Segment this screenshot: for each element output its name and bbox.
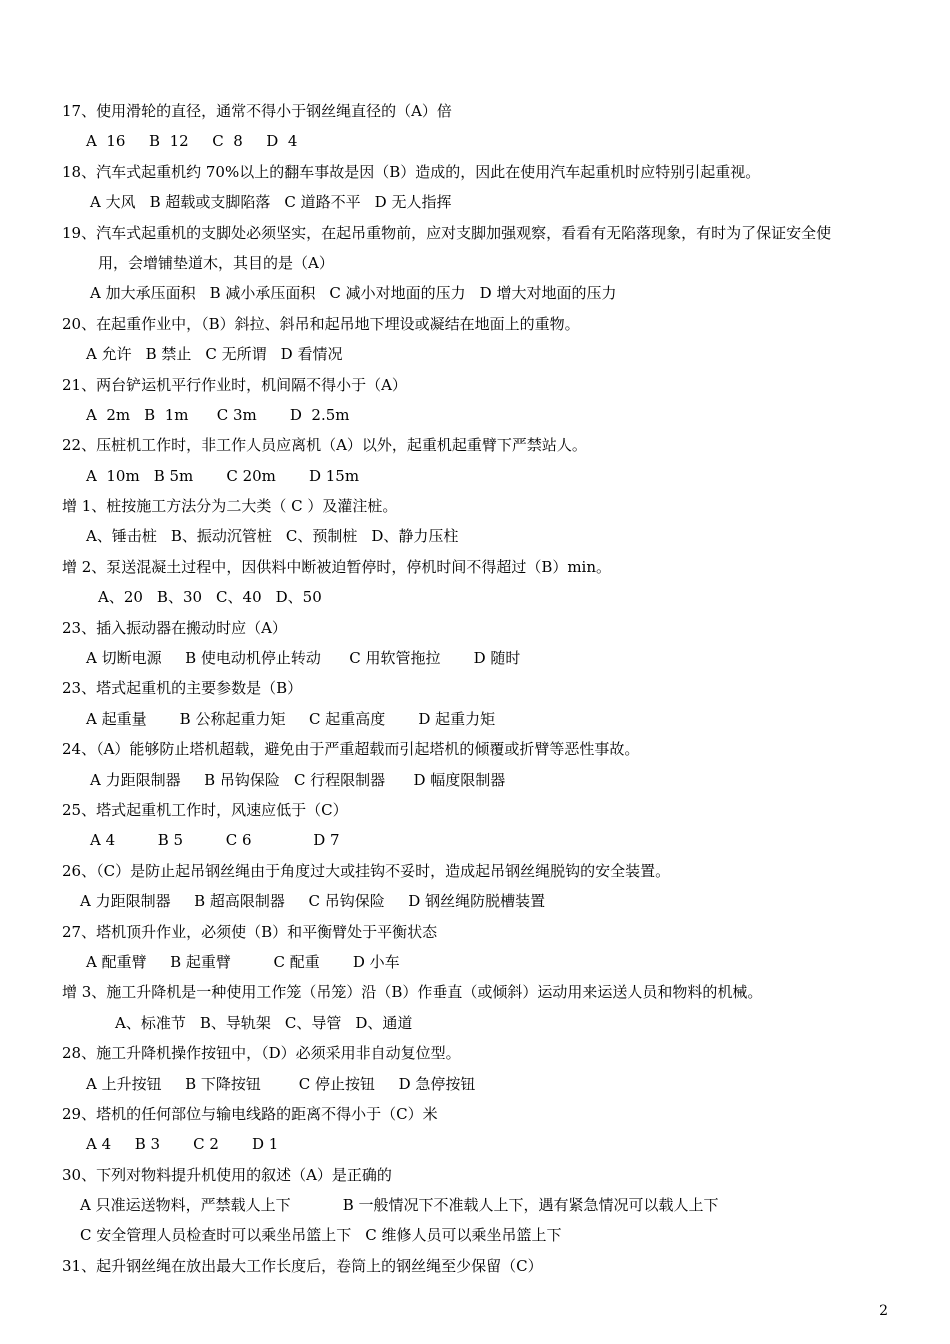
- answer-options: [0, 1220, 950, 1250]
- answer-option: B 12: [139, 132, 189, 151]
- question-text: 增 3、施工升降机是一种使用工作笼（吊笼）沿（B）作垂直（或倾斜）运动用来运送人员和物料的机械。: [62, 983, 763, 1002]
- answer-option: A 起重量: [86, 709, 147, 728]
- answer-option: C 减小对地面的压力: [329, 284, 466, 303]
- answer-options: [0, 339, 950, 369]
- answer-option: A 上升按钮: [86, 1074, 162, 1093]
- answer-options: [0, 643, 950, 673]
- answer-option: B 超高限制器: [184, 892, 285, 911]
- answer-option: A 切断电源: [86, 649, 162, 668]
- answer-option: B 起重臂: [160, 952, 231, 971]
- answer-option: B 吊钩保险: [194, 770, 280, 789]
- answer-options: [0, 400, 950, 430]
- answer-options: [0, 461, 950, 491]
- answer-option: D 急停按钮: [389, 1074, 476, 1093]
- answer-option: B 减小承压面积: [209, 284, 316, 303]
- answer-options: [0, 1008, 950, 1038]
- answer-option: A 4: [86, 1135, 112, 1154]
- answer-option: C 维修人员可以乘坐吊篮上下: [365, 1226, 562, 1245]
- answer-option: C、40: [216, 588, 262, 607]
- question-text: 20、在起重作业中，（B）斜拉、斜吊和起吊地下埋设或凝结在地面上的重物。: [62, 314, 580, 333]
- answer-option: C 道路不平: [284, 193, 361, 212]
- answer-option: A 4: [90, 831, 116, 850]
- answer-option: A 配重臂: [86, 952, 147, 971]
- answer-option: B 一般情况下不准载人上下，遇有紧急情况可以载人上下: [304, 1196, 719, 1215]
- question-text: 23、塔式起重机的主要参数是（B）: [62, 679, 303, 698]
- answer-option: D、50: [275, 588, 322, 607]
- question-text: 28、施工升降机操作按钮中，（D）必须采用非自动复位型。: [62, 1044, 461, 1063]
- question-text: 30、下列对物料提升机使用的叙述（A）是正确的: [62, 1165, 392, 1184]
- answer-option: B 5m: [153, 466, 194, 485]
- question-text: 22、压桩机工作时，非工作人员应离机（A）以外，起重机起重臂下严禁站人。: [62, 436, 587, 455]
- answer-options: [0, 278, 950, 308]
- answer-option: C 用软管拖拉: [334, 649, 441, 668]
- answer-option: D 15m: [289, 466, 360, 485]
- answer-option: C 2: [174, 1135, 219, 1154]
- answer-option: D 增大对地面的压力: [479, 284, 617, 303]
- answer-option: C 吊钩保险: [298, 892, 385, 911]
- answer-option: C 配重: [244, 952, 320, 971]
- answer-option: B 公称起重力矩: [160, 709, 286, 728]
- answer-option: B 下降按钮: [175, 1074, 261, 1093]
- answer-option: D 小车: [333, 952, 400, 971]
- answer-option: A 力距限制器: [90, 770, 181, 789]
- answer-option: A 加大承压面积: [90, 284, 196, 303]
- answer-option: C 停止按钮: [274, 1074, 376, 1093]
- question-text: 21、两台铲运机平行作业时，机间隔不得小于（A）: [62, 375, 407, 394]
- question-text: 19、汽车式起重机的支脚处必须坚实，在起吊重物前，应对支脚加强观察，看看有无陷落现象，有时为了保证安全使: [62, 223, 832, 242]
- answer-option: C 安全管理人员检查时可以乘坐吊篮上下: [80, 1226, 352, 1245]
- answer-option: D 2.5m: [270, 405, 350, 424]
- answer-option: D、通道: [355, 1013, 413, 1032]
- answer-option: D 幅度限制器: [399, 770, 506, 789]
- answer-option: A、锤击桩: [86, 527, 157, 546]
- answer-option: B 禁止: [145, 345, 192, 364]
- answer-option: C 6: [197, 831, 252, 850]
- question-text: 23、插入振动器在搬动时应（A）: [62, 618, 287, 637]
- answer-option: B、30: [156, 588, 203, 607]
- answer-option: C 起重高度: [299, 709, 386, 728]
- question-text: 27、塔机顶升作业，必须使（B）和平衡臂处于平衡状态: [62, 922, 438, 941]
- answer-option: B 3: [125, 1135, 161, 1154]
- answer-option: C 20m: [207, 466, 276, 485]
- question-text: 增 1、桩按施工方法分为二大类（ C ）及灌注桩。: [62, 497, 398, 516]
- question-text: 24、（A）能够防止塔机超载，避免由于严重超载而引起塔机的倾覆或折臂等恶性事故。: [62, 740, 640, 759]
- answer-option: D 1: [232, 1135, 279, 1154]
- answer-option: B 使电动机停止转动: [175, 649, 321, 668]
- question-text: 26、（C）是防止起吊钢丝绳由于角度过大或挂钩不妥时，造成起吊钢丝绳脱钩的安全装置。: [62, 861, 671, 880]
- answer-option: D 7: [265, 831, 340, 850]
- answer-option: C、预制桩: [285, 527, 358, 546]
- question-text: 17、使用滑轮的直径，通常不得小于钢丝绳直径的（A）倍: [62, 102, 452, 120]
- answer-options: [0, 886, 950, 916]
- question-text: 25、塔式起重机工作时，风速应低于（C）: [62, 800, 348, 819]
- answer-option: B、振动沉管桩: [170, 527, 272, 546]
- answer-option: C、导管: [284, 1013, 342, 1032]
- answer-options: [0, 825, 950, 855]
- answer-options: [0, 187, 950, 217]
- answer-options: [0, 1069, 950, 1099]
- answer-option: C 3m: [202, 405, 257, 424]
- answer-option: D 无人指挥: [374, 193, 452, 212]
- answer-options: [0, 521, 950, 551]
- answer-option: C 无所谓: [205, 345, 267, 364]
- question-text: 增 2、泵送混凝土过程中，因供料中断被迫暂停时，停机时间不得超过（B）min。: [62, 557, 612, 576]
- answer-option: B 5: [129, 831, 184, 850]
- answer-option: A 只准运送物料，严禁载人上下: [80, 1196, 291, 1215]
- answer-option: B 超载或支脚陷落: [149, 193, 271, 212]
- question-text: 29、塔机的任何部位与输电线路的距离不得小于（C）米: [62, 1104, 438, 1123]
- answer-option: A、标准节: [115, 1013, 186, 1032]
- answer-option: A 大风: [90, 193, 136, 212]
- answer-options: [0, 1190, 950, 1220]
- answer-options: [0, 704, 950, 734]
- answer-options: [0, 126, 950, 156]
- page-number: 2: [879, 1303, 888, 1319]
- answer-options: [0, 1129, 950, 1159]
- answer-option: A、20: [98, 588, 143, 607]
- question-text: 18、汽车式起重机约 70%以上的翻车事故是因（B）造成的，因此在使用汽车起重机时应特别引起重视。: [62, 162, 761, 181]
- answer-option: A 10m: [86, 466, 140, 485]
- answer-option: D 看情况: [280, 345, 343, 364]
- question-text-continued: 用，会增铺垫道木，其目的是（A）: [98, 253, 334, 272]
- answer-option: D 随时: [454, 649, 521, 668]
- answer-option: A 允许: [86, 345, 132, 364]
- answer-option: D、静力压柱: [371, 527, 459, 546]
- answer-option: D 起重力矩: [399, 709, 496, 728]
- answer-options: [0, 765, 950, 795]
- answer-option: A 2m: [86, 405, 131, 424]
- answer-option: A 力距限制器: [80, 892, 171, 911]
- answer-options: [0, 582, 950, 612]
- document-body: [0, 96, 950, 1281]
- answer-option: B、导轨架: [199, 1013, 271, 1032]
- answer-option: B 1m: [144, 405, 189, 424]
- answer-option: A 16: [86, 132, 126, 151]
- answer-options: [0, 947, 950, 977]
- answer-option: C 行程限制器: [293, 770, 386, 789]
- answer-option: C 8: [202, 132, 243, 151]
- answer-option: D 钢丝绳防脱槽装置: [398, 892, 546, 911]
- question-text: 31、起升钢丝绳在放出最大工作长度后，卷筒上的钢丝绳至少保留（C）: [62, 1256, 543, 1275]
- answer-option: D 4: [256, 132, 298, 151]
